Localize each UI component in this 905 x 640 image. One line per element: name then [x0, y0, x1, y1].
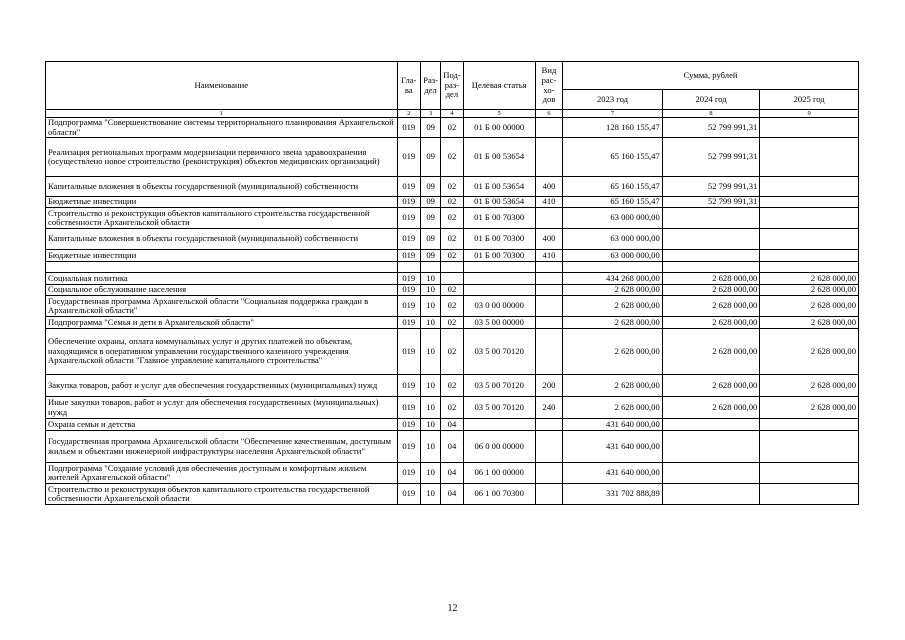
column-number-row: [46, 110, 859, 118]
col-number: 3: [420, 110, 440, 118]
row-name: Иные закупки товаров, работ и услуг для обеспечения государственных (муниципальных) нужд: [46, 397, 398, 419]
row-exp-type: [535, 285, 562, 296]
row-subsection: 02: [441, 285, 463, 296]
header-exp-type: Вид рас-хо-дов: [535, 62, 562, 110]
table-row: [46, 285, 859, 296]
row-name: Подпрограмма "Создание условий для обеспечения доступным и комфортным жильем жителей Архангельской области": [46, 463, 398, 484]
row-target: 01 Б 00 00000: [463, 118, 535, 138]
row-sum-2024: [662, 229, 760, 250]
row-exp-type: 400: [535, 229, 562, 250]
row-sum-2024: [662, 484, 760, 505]
row-name: Подпрограмма "Совершенствование системы территориального планирования Архангельской области": [46, 118, 398, 138]
row-subsection: 02: [441, 229, 463, 250]
row-sum-2024: [662, 208, 760, 229]
header-year-2025: 2025 год: [760, 90, 859, 110]
table-row: [46, 229, 859, 250]
row-target: 03 5 00 70120: [463, 375, 535, 397]
row-name: [46, 262, 398, 273]
row-sum-2023: 2 628 000,00: [563, 285, 663, 296]
row-section: 10: [420, 484, 440, 505]
row-sum-2025: [760, 262, 859, 273]
row-target: 01 Б 00 53654: [463, 138, 535, 177]
row-name: Капитальные вложения в объекты государственной (муниципальной) собственности: [46, 229, 398, 250]
row-sum-2025: [760, 419, 859, 431]
row-sum-2025: [760, 463, 859, 484]
row-sum-2024: [662, 250, 760, 262]
row-sum-2023: 431 640 000,00: [563, 419, 663, 431]
row-name: Закупка товаров, работ и услуг для обеспечения государственных (муниципальных) нужд: [46, 375, 398, 397]
row-target: 03 5 00 70120: [463, 397, 535, 419]
row-subsection: 02: [441, 317, 463, 329]
row-sum-2023: 434 268 000,00: [563, 273, 663, 285]
row-sum-2023: 65 160 155,47: [563, 177, 663, 197]
header-name: Наименование: [46, 62, 398, 110]
row-section: 09: [420, 197, 440, 208]
row-section: 10: [420, 273, 440, 285]
row-sum-2024: 2 628 000,00: [662, 397, 760, 419]
table-header: [46, 62, 859, 118]
row-sum-2024: [662, 431, 760, 463]
row-sum-2024: 2 628 000,00: [662, 317, 760, 329]
table-row: [46, 419, 859, 431]
row-section: 09: [420, 118, 440, 138]
row-target: 01 Б 00 70300: [463, 229, 535, 250]
header-chapter: Гла-ва: [397, 62, 420, 110]
row-target: [463, 273, 535, 285]
row-target: 06 1 00 70300: [463, 484, 535, 505]
row-sum-2024: [662, 463, 760, 484]
col-number: 1: [46, 110, 398, 118]
row-exp-type: 410: [535, 197, 562, 208]
row-chapter: 019: [397, 285, 420, 296]
row-section: 10: [420, 375, 440, 397]
row-exp-type: [535, 484, 562, 505]
row-sum-2024: [662, 262, 760, 273]
table-row: [46, 484, 859, 505]
row-section: 09: [420, 229, 440, 250]
row-name: Обеспечение охраны, оплата коммунальных услуг и других платежей по объектам, находящимся в оперативном управлении государственного казенного учреждения Архангельской области "Главное управление капитального строительства": [46, 329, 398, 375]
row-section: 09: [420, 138, 440, 177]
row-subsection: 02: [441, 208, 463, 229]
row-chapter: 019: [397, 484, 420, 505]
row-sum-2023: 2 628 000,00: [563, 375, 663, 397]
table-row: [46, 177, 859, 197]
page-number: 12: [447, 603, 458, 614]
row-sum-2025: 2 628 000,00: [760, 397, 859, 419]
row-sum-2025: [760, 197, 859, 208]
row-section: 09: [420, 177, 440, 197]
table-row: [46, 296, 859, 317]
table-row: [46, 138, 859, 177]
row-exp-type: [535, 118, 562, 138]
row-target: 01 Б 00 70300: [463, 208, 535, 229]
row-target: [463, 285, 535, 296]
row-name: Бюджетные инвестиции: [46, 250, 398, 262]
col-number: 5: [463, 110, 535, 118]
row-sum-2023: [563, 262, 663, 273]
row-sum-2024: 2 628 000,00: [662, 273, 760, 285]
row-sum-2025: [760, 118, 859, 138]
row-chapter: 019: [397, 397, 420, 419]
row-section: 10: [420, 431, 440, 463]
row-chapter: 019: [397, 296, 420, 317]
table-row: [46, 329, 859, 375]
row-subsection: 04: [441, 431, 463, 463]
table-row: [46, 197, 859, 208]
row-target: 01 Б 00 53654: [463, 177, 535, 197]
row-subsection: 02: [441, 329, 463, 375]
row-exp-type: [535, 419, 562, 431]
row-chapter: 019: [397, 177, 420, 197]
row-name: Строительство и реконструкция объектов капитального строительства государственной собственности Архангельской области: [46, 484, 398, 505]
row-sum-2024: [662, 419, 760, 431]
row-name: Государственная программа Архангельской области "Обеспечение качественным, доступным жильем и объектами инженерной инфраструктуры населения Архангельской области": [46, 431, 398, 463]
row-target: 06 0 00 00000: [463, 431, 535, 463]
row-exp-type: 400: [535, 177, 562, 197]
row-sum-2025: [760, 208, 859, 229]
table-row: [46, 250, 859, 262]
row-chapter: 019: [397, 329, 420, 375]
col-number: 9: [760, 110, 859, 118]
row-sum-2023: 63 000 000,00: [563, 250, 663, 262]
row-name: Социальная политика: [46, 273, 398, 285]
row-target: 01 Б 00 70300: [463, 250, 535, 262]
row-chapter: 019: [397, 375, 420, 397]
header-year-2023: 2023 год: [563, 90, 663, 110]
row-section: 10: [420, 317, 440, 329]
row-sum-2024: 2 628 000,00: [662, 329, 760, 375]
row-name: Реализация региональных программ модернизации первичного звена здравоохранения (осуществлено новое строительство (реконструкция) объектов медицинских организаций): [46, 138, 398, 177]
row-name: Строительство и реконструкция объектов капитального строительства государственной собственности Архангельской области: [46, 208, 398, 229]
col-number: 7: [563, 110, 663, 118]
row-chapter: 019: [397, 208, 420, 229]
col-number: 4: [441, 110, 463, 118]
row-exp-type: [535, 273, 562, 285]
row-sum-2023: 65 160 155,47: [563, 197, 663, 208]
row-exp-type: 200: [535, 375, 562, 397]
row-sum-2023: 128 160 155,47: [563, 118, 663, 138]
row-exp-type: [535, 317, 562, 329]
row-sum-2025: [760, 177, 859, 197]
row-chapter: 019: [397, 419, 420, 431]
row-target: 03 0 00 00000: [463, 296, 535, 317]
row-section: 09: [420, 208, 440, 229]
row-sum-2025: [760, 229, 859, 250]
row-sum-2025: [760, 250, 859, 262]
row-chapter: 019: [397, 273, 420, 285]
row-chapter: [397, 262, 420, 273]
row-exp-type: [535, 463, 562, 484]
row-target: 06 1 00 00000: [463, 463, 535, 484]
row-section: 10: [420, 397, 440, 419]
row-name: Социальное обслуживание населения: [46, 285, 398, 296]
budget-table: [45, 61, 859, 505]
row-sum-2023: 2 628 000,00: [563, 397, 663, 419]
row-target: [463, 262, 535, 273]
row-sum-2025: [760, 138, 859, 177]
row-sum-2024: 52 799 991,31: [662, 138, 760, 177]
row-exp-type: [535, 329, 562, 375]
row-chapter: 019: [397, 463, 420, 484]
row-chapter: 019: [397, 250, 420, 262]
row-sum-2025: [760, 431, 859, 463]
row-subsection: [441, 262, 463, 273]
row-sum-2024: 52 799 991,31: [662, 118, 760, 138]
row-section: 10: [420, 285, 440, 296]
col-number: 6: [535, 110, 562, 118]
row-subsection: 02: [441, 138, 463, 177]
header-section: Раз-дел: [420, 62, 440, 110]
row-exp-type: 410: [535, 250, 562, 262]
row-name: Бюджетные инвестиции: [46, 197, 398, 208]
row-target: [463, 419, 535, 431]
row-subsection: 02: [441, 397, 463, 419]
header-year-2024: 2024 год: [662, 90, 760, 110]
row-chapter: 019: [397, 138, 420, 177]
table-row: [46, 208, 859, 229]
row-subsection: 04: [441, 419, 463, 431]
row-sum-2025: 2 628 000,00: [760, 273, 859, 285]
row-subsection: 04: [441, 484, 463, 505]
row-sum-2023: 431 640 000,00: [563, 431, 663, 463]
row-chapter: 019: [397, 118, 420, 138]
row-chapter: 019: [397, 229, 420, 250]
row-sum-2025: 2 628 000,00: [760, 285, 859, 296]
header-target: Целевая статья: [463, 62, 535, 110]
row-subsection: 02: [441, 375, 463, 397]
row-name: Подпрограмма "Семья и дети в Архангельской области": [46, 317, 398, 329]
row-exp-type: 240: [535, 397, 562, 419]
row-sum-2024: 52 799 991,31: [662, 197, 760, 208]
header-subsection: Под-раз-дел: [441, 62, 463, 110]
row-exp-type: [535, 296, 562, 317]
row-exp-type: [535, 431, 562, 463]
row-exp-type: [535, 262, 562, 273]
row-sum-2023: 331 702 888,89: [563, 484, 663, 505]
row-section: 10: [420, 329, 440, 375]
col-number: 8: [662, 110, 760, 118]
row-sum-2023: 2 628 000,00: [563, 317, 663, 329]
row-name: Охрана семьи и детства: [46, 419, 398, 431]
row-subsection: 02: [441, 250, 463, 262]
row-sum-2023: 2 628 000,00: [563, 296, 663, 317]
row-sum-2023: 65 160 155,47: [563, 138, 663, 177]
row-exp-type: [535, 208, 562, 229]
row-section: 09: [420, 250, 440, 262]
col-number: 2: [397, 110, 420, 118]
row-section: 10: [420, 463, 440, 484]
row-sum-2024: 2 628 000,00: [662, 296, 760, 317]
row-name: Капитальные вложения в объекты государственной (муниципальной) собственности: [46, 177, 398, 197]
row-chapter: 019: [397, 431, 420, 463]
row-target: 03 5 00 00000: [463, 317, 535, 329]
header-sum: Сумма, рублей: [563, 62, 859, 90]
row-sum-2024: 2 628 000,00: [662, 375, 760, 397]
row-chapter: 019: [397, 317, 420, 329]
table-row: [46, 397, 859, 419]
table-row: [46, 431, 859, 463]
row-target: 03 5 00 70120: [463, 329, 535, 375]
row-sum-2023: 63 000 000,00: [563, 208, 663, 229]
row-subsection: 02: [441, 177, 463, 197]
table-row: [46, 118, 859, 138]
row-sum-2024: 52 799 991,31: [662, 177, 760, 197]
row-sum-2023: 2 628 000,00: [563, 329, 663, 375]
row-sum-2023: 431 640 000,00: [563, 463, 663, 484]
table-row: [46, 375, 859, 397]
row-subsection: 02: [441, 296, 463, 317]
row-sum-2025: [760, 484, 859, 505]
row-name: Государственная программа Архангельской области "Социальная поддержка граждан в Архангельской области": [46, 296, 398, 317]
table-row: [46, 273, 859, 285]
row-sum-2025: 2 628 000,00: [760, 296, 859, 317]
row-section: [420, 262, 440, 273]
table-row: [46, 317, 859, 329]
row-sum-2024: 2 628 000,00: [662, 285, 760, 296]
table-row: [46, 262, 859, 273]
row-sum-2025: 2 628 000,00: [760, 317, 859, 329]
row-chapter: 019: [397, 197, 420, 208]
row-target: 01 Б 00 53654: [463, 197, 535, 208]
row-subsection: 02: [441, 118, 463, 138]
row-subsection: 02: [441, 197, 463, 208]
row-section: 10: [420, 419, 440, 431]
row-sum-2023: 63 000 000,00: [563, 229, 663, 250]
table-body: [46, 118, 859, 505]
table-row: [46, 463, 859, 484]
row-subsection: 04: [441, 463, 463, 484]
row-exp-type: [535, 138, 562, 177]
row-sum-2025: 2 628 000,00: [760, 329, 859, 375]
row-section: 10: [420, 296, 440, 317]
row-subsection: [441, 273, 463, 285]
row-sum-2025: 2 628 000,00: [760, 375, 859, 397]
